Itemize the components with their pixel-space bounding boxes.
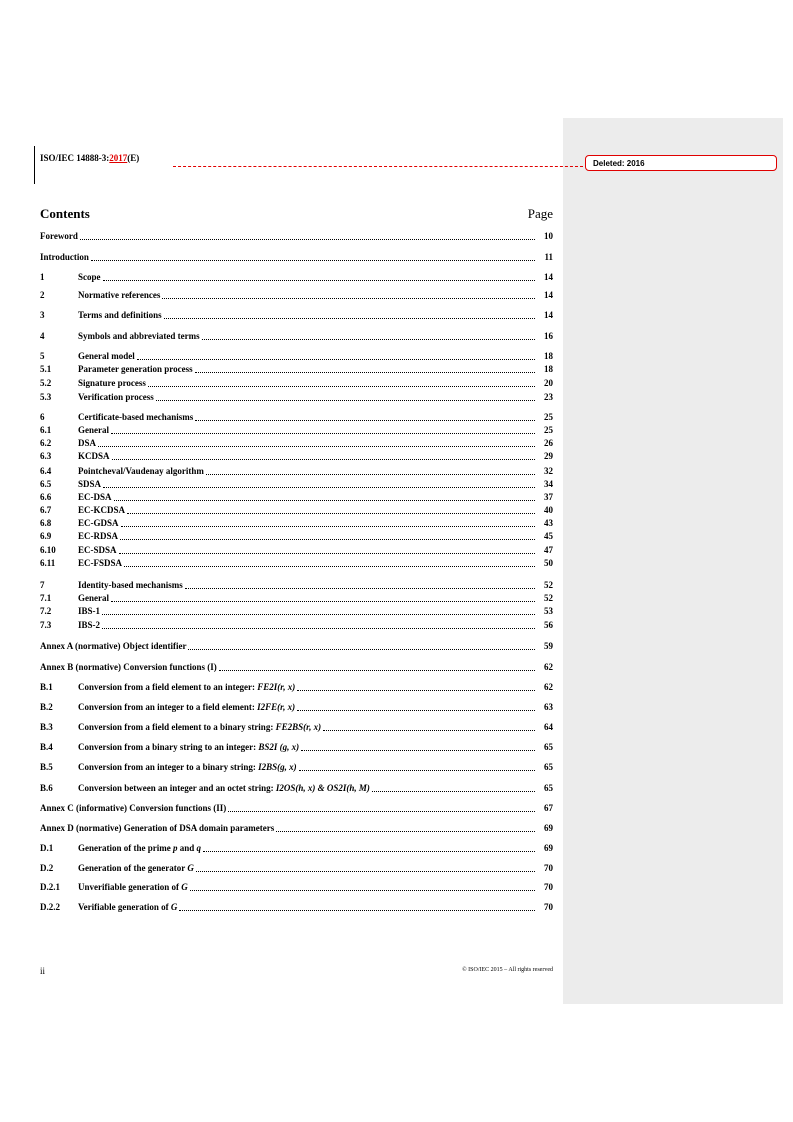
toc-entry-title [78,682,295,693]
toc-entry-number: 6.8 [40,518,52,528]
toc-entry-page: 23 [544,392,553,402]
toc-entry-number: 6.10 [40,545,56,555]
toc-entry-number: 6.11 [40,558,56,568]
toc-entry[interactable] [40,450,553,462]
toc-entry[interactable] [40,681,553,693]
toc-entry[interactable] [40,517,553,529]
toc-dot-leader [103,486,535,488]
toc-entry-page: 50 [544,558,553,568]
toc-entry-title-text: Parameter generation process [78,364,193,374]
toc-dot-leader [98,445,535,447]
toc-entry-title [78,531,118,542]
toc-dot-leader [111,600,535,602]
toc-dot-leader [276,830,535,832]
toc-entry-title-text: Annex C (informative) Conversion functions (II) [40,803,227,813]
toc-entry-title [78,593,109,604]
toc-entry[interactable] [40,701,553,713]
toc-entry-title-text: Normative references [78,290,161,300]
toc-entry-title-text: EC-KCDSA [78,505,126,515]
toc-entry-title [78,331,200,342]
toc-entry[interactable] [40,661,553,673]
toc-entry-title-text: Unverifiable generation of [78,882,182,892]
toc-entry-title [78,290,160,301]
toc-entry-title [78,783,370,794]
revision-connector-line [173,166,583,167]
toc-entry-number: 6.6 [40,492,52,502]
toc-entry-title [78,438,96,449]
toc-entry-page: 52 [544,593,553,603]
toc-entry-page: 69 [544,823,553,833]
toc-entry-title [40,231,78,242]
toc-entry-title-text: EC-SDSA [78,545,117,555]
toc-entry-title [40,641,186,652]
toc-entry-title [78,378,146,389]
toc-entry-page: 59 [544,641,553,651]
toc-entry-page: 45 [544,531,553,541]
toc-dot-leader [80,238,535,240]
toc-entry-title [78,545,117,556]
toc-dot-leader [137,358,535,360]
toc-dot-leader [102,613,535,615]
toc-entry-title [78,466,204,477]
toc-entry-title-text: Symbols and abbreviated terms [78,331,200,341]
toc-entry[interactable] [40,579,553,591]
toc-entry-title-text: General [78,593,109,603]
toc-entry-title [40,662,217,673]
toc-entry-title-text: KCDSA [78,451,110,461]
toc-entry-title [78,351,135,362]
toc-entry-page: 25 [544,412,553,422]
toc-entry-title [78,364,193,375]
toc-entry-title [78,310,162,321]
toc-entry-number: B.2 [40,702,53,712]
toc-dot-leader [120,538,535,540]
toc-entry-title-text: Conversion from a binary string to an integer: [78,742,259,752]
toc-entry-title [78,606,100,617]
toc-entry-page: 29 [544,451,553,461]
toc-dot-leader [299,769,535,771]
toc-entry-number: 5 [40,351,45,361]
toc-entry-title-text: Annex A (normative) Object identifier [40,641,187,651]
toc-entry-title-text: EC-GDSA [78,518,119,528]
toc-dot-leader [162,297,535,299]
toc-entry-title [78,722,321,733]
toc-dot-leader [219,669,535,671]
footer-page-number: ii [40,966,46,976]
toc-entry[interactable] [40,592,553,604]
toc-dot-leader [372,790,535,792]
toc-dot-leader [91,259,535,261]
toc-entry[interactable] [40,881,553,893]
toc-entry-title-text: Introduction [40,252,89,262]
toc-entry-number: 3 [40,310,45,320]
toc-entry[interactable] [40,271,553,283]
toc-entry-number: B.3 [40,722,53,732]
toc-entry[interactable] [40,363,553,375]
toc-entry-formula: I2FE(r, x) [257,702,296,712]
toc-dot-leader [297,709,535,711]
toc-entry-page: 52 [544,580,553,590]
toc-entry-title-text: SDSA [78,479,102,489]
toc-entry-number: 6 [40,412,45,422]
toc-entry[interactable] [40,251,553,263]
toc-dot-leader [112,458,535,460]
toc-dot-leader [114,499,535,501]
toc-entry-number: 7 [40,580,45,590]
toc-entry-number: 6.4 [40,466,52,476]
toc-entry-title-text: Verifiable generation of [78,902,171,912]
header-suffix: (E) [127,153,140,163]
toc-entry-number: 6.3 [40,451,52,461]
toc-entry-title [78,558,122,569]
change-bar [34,146,35,184]
toc-entry-page: 65 [544,783,553,793]
toc-entry-title [78,863,194,874]
toc-entry-title-text: IBS-1 [78,606,101,616]
toc-entry-title-text: Generation of the generator [78,863,188,873]
toc-entry-number: 7.1 [40,593,52,603]
toc-entry-title [78,272,101,283]
toc-entry[interactable] [40,478,553,490]
toc-entry[interactable] [40,309,553,321]
toc-entry-number: 6.9 [40,531,52,541]
toc-entry-number: 7.2 [40,606,52,616]
toc-entry[interactable] [40,330,553,342]
toc-dot-leader [196,870,535,872]
toc-entry-title-text: Conversion between an integer and an octet string: [78,783,276,793]
toc-entry[interactable] [40,721,553,733]
toc-entry-page: 47 [544,545,553,555]
toc-entry-title-text: IBS-2 [78,620,101,630]
toc-dot-leader [164,317,535,319]
toc-entry-title-text: Conversion from an integer to a binary string: [78,762,259,772]
toc-entry-page: 11 [544,252,553,262]
toc-entry-title-text: DSA [78,438,97,448]
toc-entry[interactable] [40,782,553,794]
toc-entry[interactable] [40,491,553,503]
toc-entry[interactable] [40,557,553,569]
toc-entry[interactable] [40,605,553,617]
toc-entry[interactable] [40,822,553,834]
toc-entry-formula: G [181,882,188,892]
toc-entry-page: 65 [544,742,553,752]
inserted-year: 2017 [109,153,128,163]
toc-dot-leader [111,432,535,434]
toc-entry-title [78,742,299,753]
toc-entry-number: 2 [40,290,45,300]
toc-entry-title-text: General [78,425,109,435]
toc-entry-title-text: EC-FSDSA [78,558,123,568]
comment-pane [563,118,783,1004]
toc-entry-number: B.6 [40,783,53,793]
toc-entry-title-text: Scope [78,272,101,282]
toc-entry-page: 70 [544,882,553,892]
toc-entry[interactable] [40,640,553,652]
toc-entry-page: 69 [544,843,553,853]
toc-entry-title-text: Conversion from a field element to an integer: [78,682,258,692]
toc-entry[interactable] [40,544,553,556]
toc-entry[interactable] [40,802,553,814]
toc-entry-title [78,392,154,403]
toc-entry-title-text: and [177,843,197,853]
toc-entry[interactable] [40,230,553,242]
toc-entry-page: 40 [544,505,553,515]
toc-entry-title-text: Terms and definitions [78,310,162,320]
toc-entry-title [78,505,125,516]
toc-dot-leader [148,385,535,387]
toc-entry-title-text: Annex B (normative) Conversion functions (I) [40,662,217,672]
toc-entry-number: 6.1 [40,425,52,435]
toc-entry-title-text: Signature process [78,378,146,388]
toc-dot-leader [195,371,535,373]
toc-dot-leader [228,810,535,812]
toc-entry[interactable] [40,862,553,874]
toc-dot-leader [190,889,535,891]
toc-entry-formula: FE2I(r, x) [257,682,296,692]
toc-entry-formula: G [187,863,194,873]
toc-entry-title-text: General model [78,351,135,361]
toc-entry-page: 70 [544,902,553,912]
toc-dot-leader [323,729,535,731]
toc-entry-number: 4 [40,331,45,341]
header-prefix: ISO/IEC 14888-3: [40,153,110,163]
toc-dot-leader [121,525,535,527]
toc-entry-number: D.2.1 [40,882,60,892]
toc-entry-number: D.2.2 [40,902,60,912]
toc-dot-leader [156,399,535,401]
toc-entry-title [78,902,177,913]
toc-dot-leader [206,473,535,475]
toc-dot-leader [188,648,535,650]
toc-entry-page: 56 [544,620,553,630]
toc-entry[interactable] [40,289,553,301]
toc-entry-number: 6.2 [40,438,52,448]
toc-dot-leader [202,338,535,340]
toc-entry-title-text: Conversion from an integer to a field element: [78,702,258,712]
toc-dot-leader [185,587,535,589]
toc-entry-title-text: Pointcheval/Vaudenay algorithm [78,466,204,476]
toc-dot-leader [179,909,535,911]
toc-dot-leader [103,279,536,281]
toc-entry-number: B.4 [40,742,53,752]
toc-entry-page: 70 [544,863,553,873]
toc-entry-number: 1 [40,272,45,282]
comment-text: Deleted: 2016 [593,159,645,168]
toc-dot-leader [127,512,535,514]
toc-entry-page: 18 [544,351,553,361]
toc-entry-number: D.2 [40,863,54,873]
toc-entry[interactable] [40,437,553,449]
toc-entry[interactable] [40,530,553,542]
toc-entry[interactable] [40,761,553,773]
toc-dot-leader [102,627,535,629]
toc-entry[interactable] [40,465,553,477]
toc-entry-title [78,882,188,893]
toc-entry-title [78,479,101,490]
page-title: Contents [40,206,90,221]
toc-entry-title [78,518,119,529]
toc-entry-page: 14 [544,310,553,320]
toc-entry-page: 20 [544,378,553,388]
toc-entry-title [78,412,193,423]
toc-entry[interactable] [40,424,553,436]
toc-entry-page: 10 [544,231,553,241]
toc-entry-page: 25 [544,425,553,435]
toc-entry-title-text: Certificate-based mechanisms [78,412,194,422]
toc-entry-page: 26 [544,438,553,448]
toc-entry-formula: I2OS(h, x) & OS2I(h, M) [275,783,370,793]
toc-entry[interactable] [40,350,553,362]
toc-entry-formula: BS2I (g, x) [258,742,300,752]
toc-entry-number: 5.2 [40,378,52,388]
toc-entry-title-text: EC-RDSA [78,531,119,541]
toc-dot-leader [124,565,535,567]
toc-entry[interactable] [40,504,553,516]
toc-entry-title-text: Identity-based mechanisms [78,580,183,590]
toc-entry-number: 7.3 [40,620,52,630]
toc-entry[interactable] [40,391,553,403]
toc-entry[interactable] [40,901,553,913]
toc-entry-title [78,762,297,773]
toc-dot-leader [195,419,535,421]
toc-entry[interactable] [40,741,553,753]
toc-entry-title [78,451,110,462]
toc-entry-title [78,702,295,713]
toc-entry-page: 18 [544,364,553,374]
toc-entry-page: 53 [544,606,553,616]
toc-entry-title [40,252,89,263]
toc-entry-formula: q [196,843,201,853]
deleted-comment-balloon[interactable] [585,155,777,171]
toc-entry-formula: p [172,843,178,853]
toc-entry-formula: G [170,902,178,912]
toc-entry-page: 63 [544,702,553,712]
toc-entry-page: 37 [544,492,553,502]
toc-entry-page: 62 [544,682,553,692]
toc-entry-number: 6.7 [40,505,52,515]
toc-dot-leader [301,749,535,751]
toc-entry-title-text: Generation of the prime [78,843,173,853]
toc-dot-leader [203,850,535,852]
toc-dot-leader [297,689,535,691]
toc-entry[interactable] [40,619,553,631]
toc-entry[interactable] [40,411,553,423]
toc-entry-page: 14 [544,290,553,300]
toc-entry-formula: I2BS(g, x) [258,762,297,772]
toc-entry-number: B.5 [40,762,53,772]
toc-entry-page: 32 [544,466,553,476]
toc-entry-page: 65 [544,762,553,772]
toc-entry-title-text: EC-DSA [78,492,112,502]
toc-entry-number: 5.3 [40,392,52,402]
toc-entry-title [78,425,109,436]
toc-entry-title [78,620,100,631]
toc-entry-formula: FE2BS(r, x) [275,722,322,732]
page-column-label: Page [527,206,553,221]
toc-entry-page: 34 [544,479,553,489]
toc-entry-title [78,843,201,854]
toc-entry-title-text: Verification process [78,392,154,402]
footer-copyright: © ISO/IEC 2015 – All rights reserved [462,967,553,973]
toc-entry-number: B.1 [40,682,53,692]
toc-entry-number: 6.5 [40,479,52,489]
toc-dot-leader [119,552,535,554]
toc-entry-page: 62 [544,662,553,672]
toc-entry-page: 64 [544,722,553,732]
toc-entry-title [78,580,183,591]
toc-entry-title [40,823,274,834]
toc-entry-page: 67 [544,803,553,813]
toc-entry-page: 14 [544,272,553,282]
toc-entry-title-text: Conversion from a field element to a binary string: [78,722,276,732]
toc-entry-number: 5.1 [40,364,52,374]
toc-entry-title [40,803,226,814]
toc-entry-title-text: Annex D (normative) Generation of DSA domain parameters [40,823,275,833]
toc-entry[interactable] [40,377,553,389]
toc-entry[interactable] [40,842,553,854]
document-header [40,153,139,163]
toc-entry-number: D.1 [40,843,54,853]
toc-entry-title [78,492,112,503]
toc-entry-title-text: Foreword [40,231,78,241]
toc-entry-page: 43 [544,518,553,528]
toc-entry-page: 16 [544,331,553,341]
